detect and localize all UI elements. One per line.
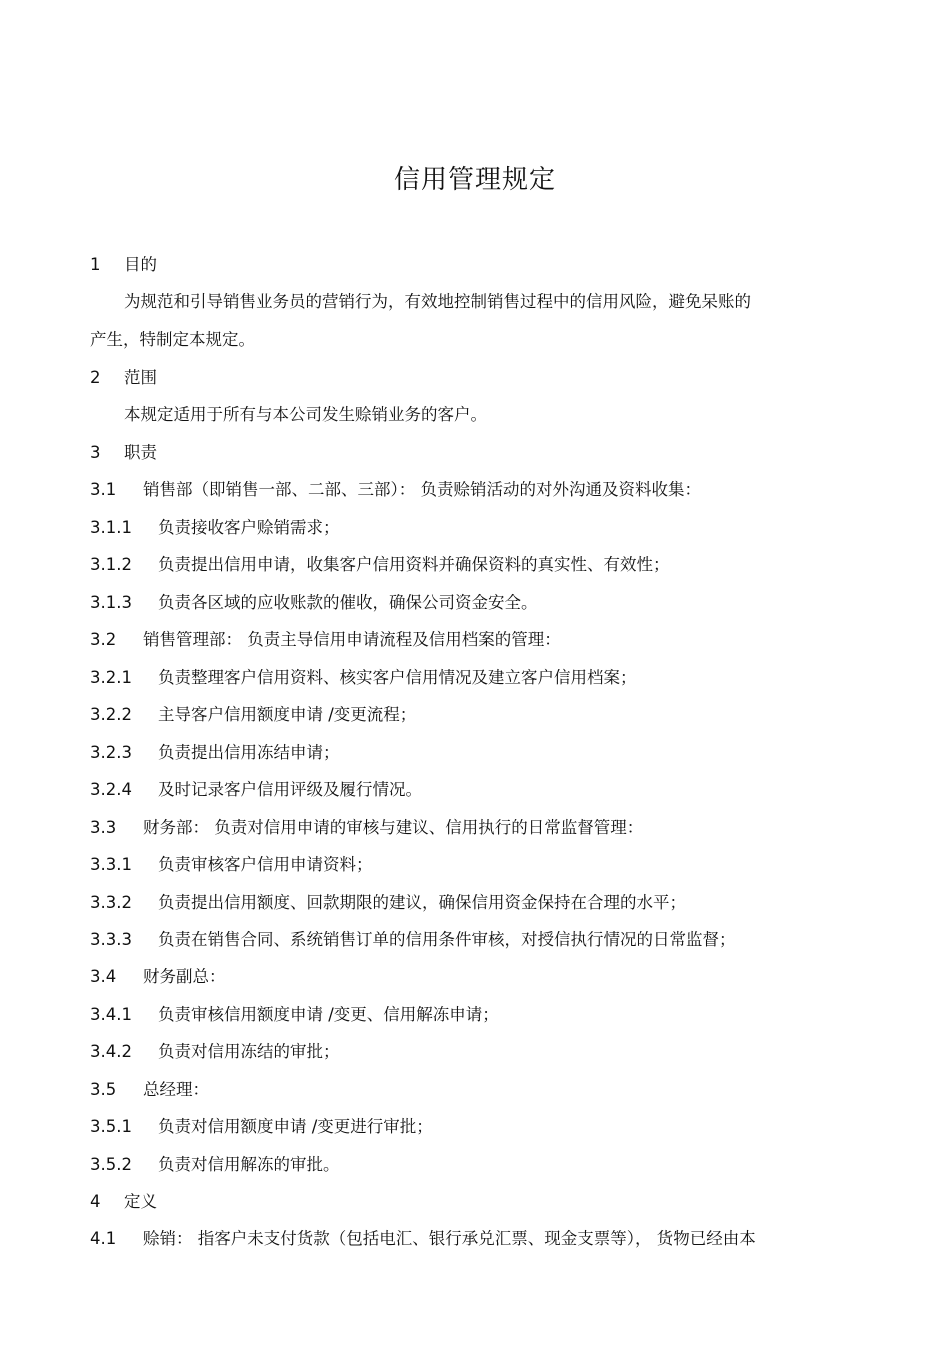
clause-number: 3.5 <box>90 1080 117 1099</box>
clause-number: 3.2.3 <box>90 743 132 762</box>
clause-line <box>90 852 373 878</box>
clause-line <box>90 477 701 503</box>
section-text: 范围 <box>124 368 157 387</box>
section-number: 1 <box>90 255 101 274</box>
clause-line <box>90 1114 433 1140</box>
clause-line <box>90 1077 209 1103</box>
section-text: 职责 <box>124 443 157 462</box>
section-heading <box>90 252 157 278</box>
clause-text: 负责审核信用额度申请 /变更、信用解冻申请； <box>158 1005 499 1024</box>
clause-text: 负责对信用额度申请 /变更进行审批； <box>158 1117 433 1136</box>
page-title: 信用管理规定 <box>393 165 556 195</box>
clause-line <box>90 890 686 916</box>
clause-number: 3.3.1 <box>90 855 132 874</box>
clause-text: 负责对信用解冻的审批。 <box>158 1155 340 1174</box>
clause-text: 负责在销售合同、系统销售订单的信用条件审核，对授信执行情况的日常监督； <box>158 930 736 949</box>
clause-line <box>90 777 422 803</box>
clause-number: 3.4.2 <box>90 1042 132 1061</box>
clause-line <box>90 815 643 841</box>
clause-number: 3.2.4 <box>90 780 132 799</box>
clause-number: 4.1 <box>90 1229 117 1248</box>
section-heading <box>90 1189 157 1215</box>
clause-line <box>90 927 736 953</box>
clause-line <box>90 1039 340 1065</box>
section-heading <box>90 440 157 466</box>
section-number: 3 <box>90 443 101 462</box>
section-text: 定义 <box>124 1192 157 1211</box>
section-number: 2 <box>90 368 101 387</box>
paragraph-line: 为规范和引导销售业务员的营销行为，有效地控制销售过程中的信用风险，避免呆账的 <box>124 292 751 311</box>
clause-number: 3.3 <box>90 818 117 837</box>
clause-text: 销售管理部： 负责主导信用申请流程及信用档案的管理： <box>143 630 561 649</box>
clause-text: 负责提出信用申请，收集客户信用资料并确保资料的真实性、有效性； <box>158 555 670 574</box>
clause-line <box>90 665 637 691</box>
clause-text: 负责整理客户信用资料、核实客户信用情况及建立客户信用档案； <box>158 668 637 687</box>
clause-text: 负责对信用冻结的审批； <box>158 1042 340 1061</box>
clause-number: 3.1 <box>90 480 117 499</box>
clause-line <box>90 1002 499 1028</box>
clause-number: 3.2 <box>90 630 117 649</box>
clause-text: 销售部（即销售一部、二部、三部）： 负责赊销活动的对外沟通及资料收集： <box>143 480 701 499</box>
clause-text: 负责提出信用额度、回款期限的建议，确保信用资金保持在合理的水平； <box>158 893 686 912</box>
clause-line <box>90 552 670 578</box>
clause-text: 负责接收客户赊销需求； <box>158 518 340 537</box>
clause-number: 3.1.1 <box>90 518 132 537</box>
clause-line <box>90 1226 756 1252</box>
paragraph-line: 本规定适用于所有与本公司发生赊销业务的客户。 <box>124 405 487 424</box>
clause-number: 3.5.1 <box>90 1117 132 1136</box>
clause-line <box>90 515 340 541</box>
clause-line <box>90 1152 340 1178</box>
clause-text: 财务副总： <box>143 967 226 986</box>
clause-number: 3.3.3 <box>90 930 132 949</box>
clause-number: 3.5.2 <box>90 1155 132 1174</box>
section-number: 4 <box>90 1192 101 1211</box>
clause-line <box>90 740 340 766</box>
clause-text: 及时记录客户信用评级及履行情况。 <box>158 780 422 799</box>
clause-text: 负责各区域的应收账款的催收，确保公司资金安全。 <box>158 593 538 612</box>
clause-line <box>90 964 226 990</box>
section-heading <box>90 365 157 391</box>
clause-text: 赊销： 指客户未支付货款（包括电汇、银行承兑汇票、现金支票等）， 货物已经由本 <box>143 1229 756 1248</box>
clause-line <box>90 590 538 616</box>
clause-number: 3.4 <box>90 967 117 986</box>
clause-text: 负责提出信用冻结申请； <box>158 743 340 762</box>
clause-text: 负责审核客户信用申请资料； <box>158 855 373 874</box>
clause-number: 3.1.2 <box>90 555 132 574</box>
clause-line <box>90 702 416 728</box>
clause-line <box>90 627 561 653</box>
clause-text: 总经理： <box>143 1080 209 1099</box>
paragraph-line: 产生，特制定本规定。 <box>90 330 255 349</box>
section-text: 目的 <box>124 255 157 274</box>
clause-number: 3.2.1 <box>90 668 132 687</box>
clause-text: 主导客户信用额度申请 /变更流程； <box>158 705 417 724</box>
clause-number: 3.2.2 <box>90 705 132 724</box>
clause-number: 3.4.1 <box>90 1005 132 1024</box>
clause-text: 财务部： 负责对信用申请的审核与建议、信用执行的日常监督管理： <box>143 818 644 837</box>
clause-number: 3.3.2 <box>90 893 132 912</box>
clause-number: 3.1.3 <box>90 593 132 612</box>
